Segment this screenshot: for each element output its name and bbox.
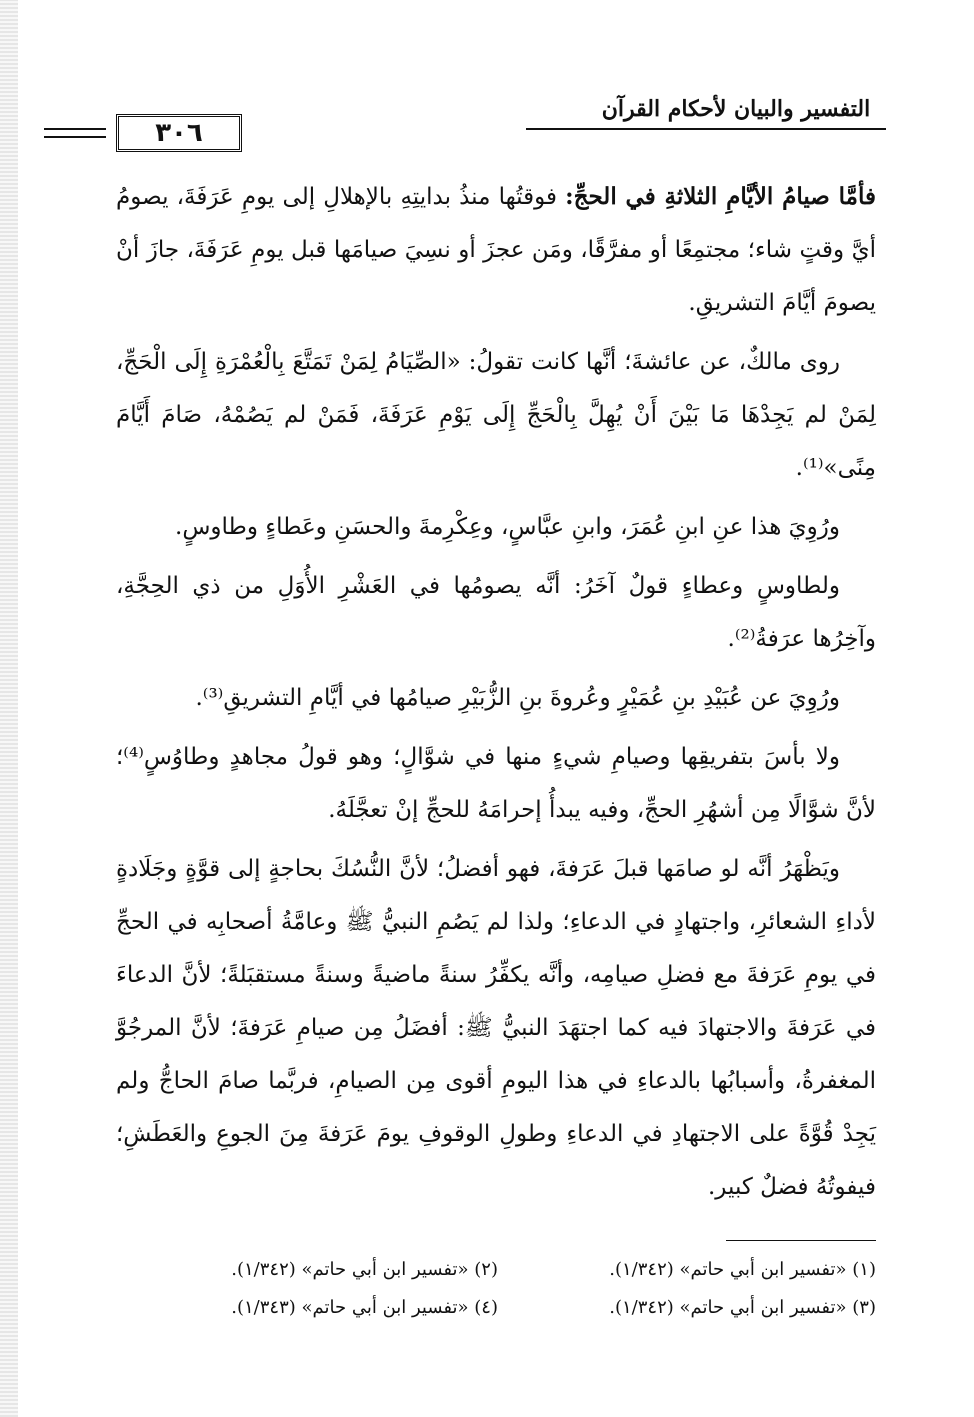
page-header bbox=[116, 96, 886, 154]
footnote-separator bbox=[726, 1240, 876, 1241]
paragraph bbox=[116, 170, 876, 330]
page-number: ٣٠٦ bbox=[116, 114, 242, 152]
paragraph bbox=[116, 731, 876, 837]
book-title: التفسير والبيان لأحكام القرآن bbox=[601, 96, 871, 122]
footnote: (٢) «تفسير ابن أبي حاتم» (١/٣٤٢). bbox=[231, 1259, 498, 1280]
scan-edge bbox=[0, 0, 18, 1417]
paragraph-lead: فأمَّا صيامُ الأيَّامِ الثلاثةِ في الحجِّ: bbox=[565, 183, 876, 210]
paragraph-text: ولطاوسٍ وعطاءٍ قولٌ آخَرُ: أنَّه يصومُها في العَشْرِ الأُوَلِ من ذي الحِجَّةِ، وآخِرُها عرَفةُ⁽²⁾. bbox=[116, 573, 876, 652]
paragraph-text: ويَظْهَرُ أنَّه لو صامَها قبلَ عَرَفةَ، فهو أفضلُ؛ لأنَّ النُّسُكَ بحاجةٍ إلى قوَّةٍ وجَلَادةٍ لأداءِ الشعائرِ، واجتهادٍ في الدعاءِ؛ ولذا لم يَصُمِ النبيُّ ﷺ وعامَّةُ أصحابِه في الحجِّ في يومِ عَرَفةَ مع فضلِ صيامِه، وأنَّه يكفِّرُ سنةً ماضيةً وسنةً مستقبَلةً؛ لأنَّ الدعاءَ في عَرَفةَ والاجتهادَ فيه كما اجتهَدَ النبيُّ ﷺ: أفضَلُ مِن صيامِ عَرَفةَ؛ لأنَّ المرجُوَّ المغفرةُ، وأسبابُها بالدعاءِ في هذا اليومِ أقوى مِن الصيامِ، فربَّما صامَ الحاجُّ ولم يَجِدْ قُوَّةً على الاجتهادِ في الدعاءِ وطولِ الوقوفِ يومَ عَرَفةَ مِنَ الجوعِ والعَطَشِ؛ فيفوتُهُ فضلٌ كبير. bbox=[116, 856, 876, 1200]
paragraph-text: ورُوِيَ عن عُبَيْدِ بنِ عُمَيْرٍ وعُروةَ بنِ الزُّبَيْرِ صيامُها في أيَّامِ التشريقِ⁽³⁾. bbox=[195, 685, 840, 711]
footnotes bbox=[150, 1254, 876, 1324]
paragraph bbox=[116, 336, 876, 495]
paragraph-text: فوقتُها منذُ بدايتِهِ بالإهلالِ إلى يومِ عَرَفَةَ، يصومُ أيَّ وقتٍ شاء؛ مجتمِعًا أو مفرَّقًا، ومَن عجزَ أو نسِيَ صيامَها قبل يومِ عَرَفَةَ، جازَ أنْ يصومَ أيَّامَ التشريقِ. bbox=[116, 184, 876, 316]
footnote: (١) «تفسير ابن أبي حاتم» (١/٣٤٢). bbox=[609, 1259, 876, 1280]
paragraph bbox=[116, 501, 876, 554]
footnote: (٣) «تفسير ابن أبي حاتم» (١/٣٤٢). bbox=[609, 1297, 876, 1318]
footnote: (٤) «تفسير ابن أبي حاتم» (١/٣٤٣). bbox=[231, 1297, 498, 1318]
header-rule bbox=[526, 128, 886, 130]
page-number-rule bbox=[44, 128, 106, 130]
page-number-rule bbox=[44, 136, 106, 138]
paragraph-text: ولا بأسَ بتفريقِها وصيامِ شيءٍ منها في شوَّالٍ؛ وهو قولُ مجاهدٍ وطاوُسٍ⁽⁴⁾؛ لأنَّ شوَّالًا مِن أشهُرِ الحجِّ، وفيه يبدأُ إحرامَهُ للحجِّ إنْ تعجَّلَهُ. bbox=[116, 744, 876, 823]
paragraph bbox=[116, 560, 876, 666]
paragraph-text: روى مالكٌ، عن عائشةَ؛ أنَّها كانت تقولُ: «الصِّيَامُ لِمَنْ تَمَتَّعَ بِالْعُمْرَةِ إِلَى الْحَجِّ، لِمَنْ لم يَجِدْهَا مَا بَيْنَ أَنْ يُهِلَّ بِالْحَجِّ إِلَى يَوْمِ عَرَفَةَ، فَمَنْ لم يَصُمْهُ، صَامَ أَيَّامَ مِنًى»⁽¹⁾. bbox=[116, 349, 876, 481]
paragraph-text: ورُوِيَ هذا عنِ ابنِ عُمَرَ، وابنِ عبَّاسٍ، وعِكْرِمةَ والحسَنِ وعَطاءٍ وطاوسٍ. bbox=[175, 514, 840, 540]
paragraph bbox=[116, 843, 876, 1214]
main-text bbox=[116, 170, 876, 1220]
paragraph bbox=[116, 672, 876, 725]
